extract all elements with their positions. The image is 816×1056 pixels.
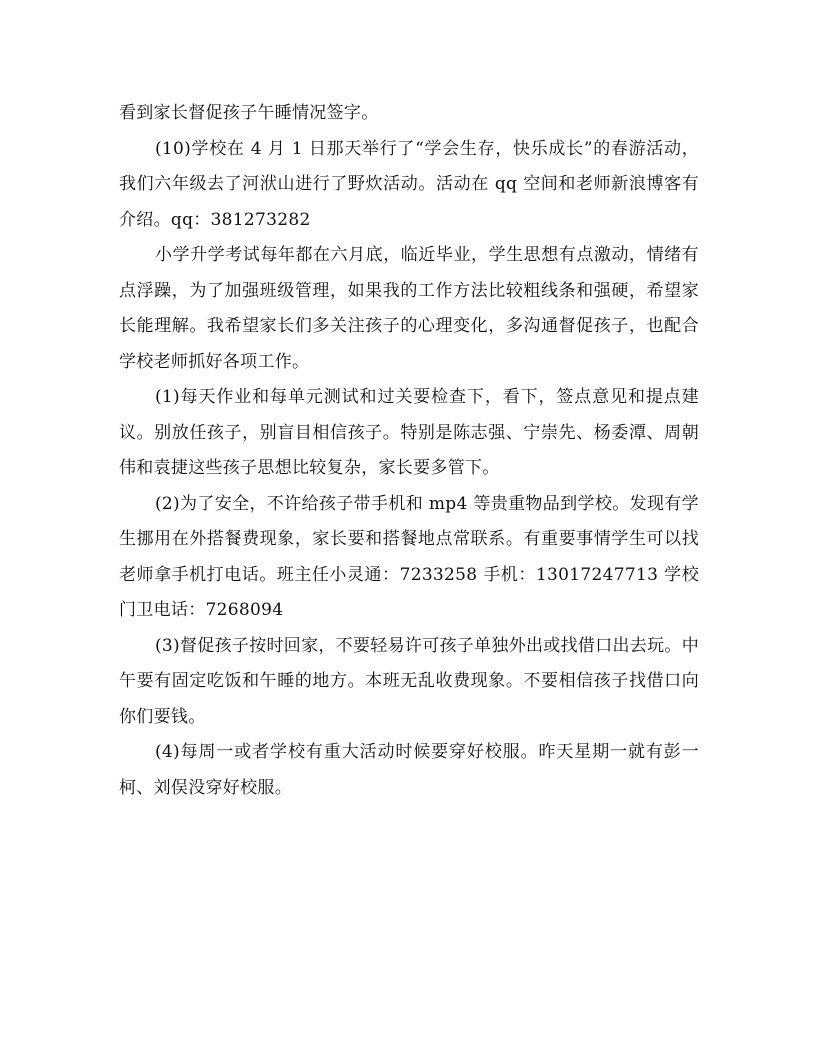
paragraph-item-2-safety: (2)为了安全，不许给孩子带手机和 mp4 等贵重物品到学校。发现有学生挪用在外搭餐费现象，家长要和搭餐地点常联系。有重要事情学生可以找老师拿手机打电话。班主任小灵通：7233258 手机：13017247713 学校门卫电话：7268094 <box>119 493 699 620</box>
paragraph-exam-intro: 小学升学考试每年都在六月底，临近毕业，学生思想有点激动，情绪有点浮躁，为了加强班级管理，如果我的工作方法比较粗线条和强硬，希望家长能理解。我希望家长们多关注孩子的心理变化，多沟通督促孩子，也配合学校老师抓好各项工作。 <box>119 245 699 372</box>
paragraph-item-10-spring-outing: (10)学校在 4 月 1 日那天举行了“学会生存，快乐成长”的春游活动，我们六年级去了河洑山进行了野炊活动。活动在 qq 空间和老师新浪博客有介绍。qq：381273282 <box>119 138 699 230</box>
document-page <box>119 96 699 806</box>
paragraph-continuation: 看到家长督促孩子午睡情况签字。 <box>119 103 379 123</box>
paragraph-item-3-go-home: (3)督促孩子按时回家，不要轻易许可孩子单独外出或找借口出去玩。中午要有固定吃饭和午睡的地方。本班无乱收费现象。不要相信孩子找借口向你们要钱。 <box>119 635 699 727</box>
paragraph-item-1-homework: (1)每天作业和每单元测试和过关要检查下，看下，签点意见和提点建议。别放任孩子，别盲目相信孩子。特别是陈志强、宁崇先、杨委潭、周朝伟和袁捷这些孩子思想比较复杂，家长要多管下。 <box>119 387 699 478</box>
paragraph-item-4-uniform: (4)每周一或者学校有重大活动时候要穿好校服。昨天星期一就有彭一柯、刘俣没穿好校服。 <box>119 742 699 798</box>
